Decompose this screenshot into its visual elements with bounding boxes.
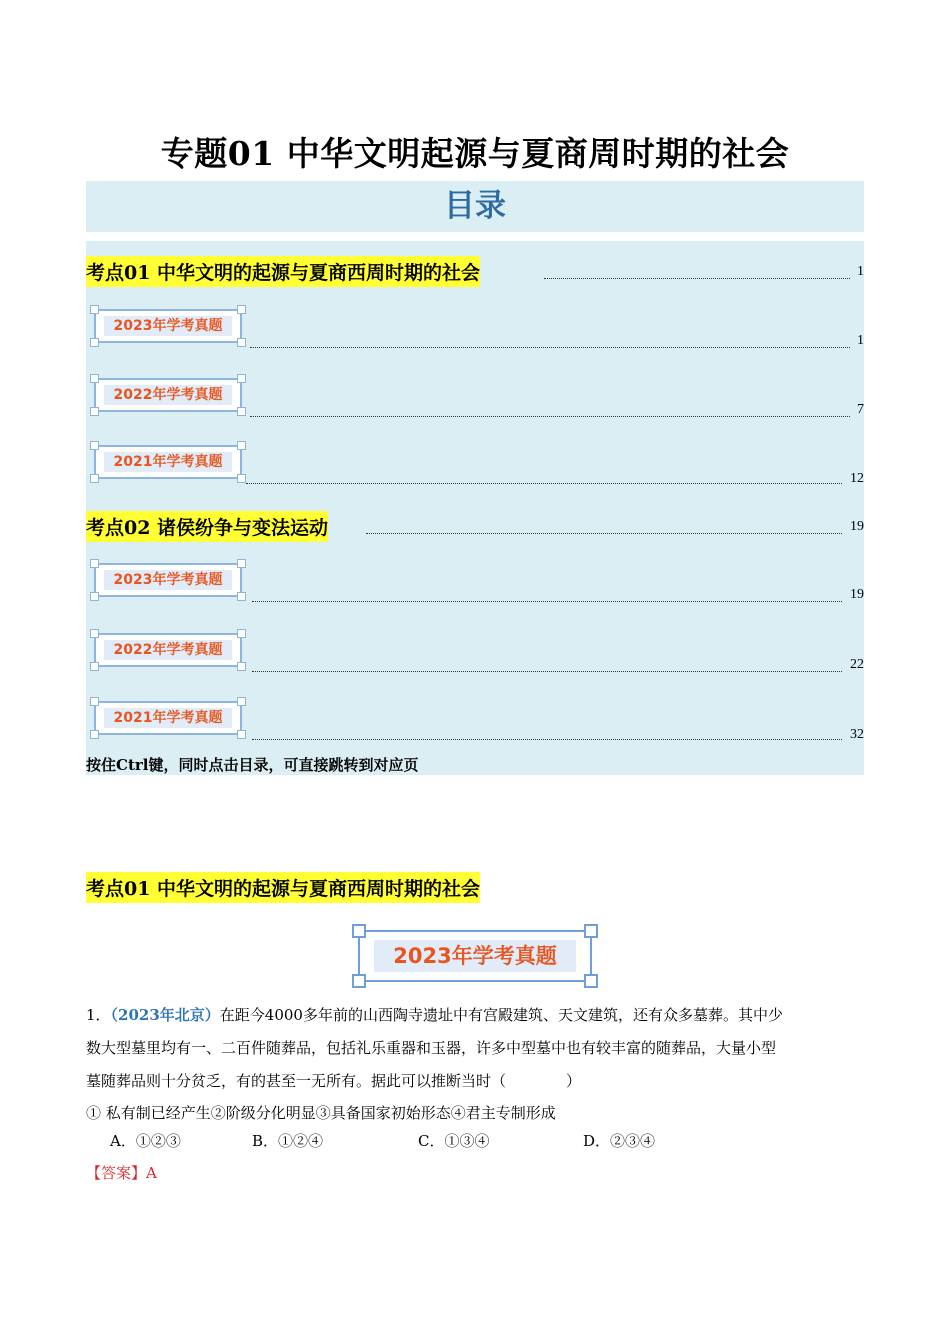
toc-leader-dots	[252, 739, 842, 740]
year-badge[interactable]	[94, 563, 242, 597]
toc-leader-dots	[252, 671, 842, 672]
year-badge-label: 2021年学考真题	[104, 452, 232, 472]
toc-entry-label[interactable]: 考点02 诸侯纷争与变法运动	[86, 511, 328, 542]
toc-leader-dots	[250, 347, 850, 348]
question-statements: ① 私有制已经产生②阶级分化明显③具备国家初始形态④君主专制形成	[86, 1104, 556, 1122]
toc-entry-2023[interactable]	[86, 305, 864, 350]
year-badge[interactable]	[94, 701, 242, 735]
toc-entry-topic-01[interactable]	[86, 256, 864, 282]
option-d[interactable]: D．②③④	[583, 1132, 656, 1150]
toc-leader-dots	[246, 483, 842, 484]
toc-entry-2022[interactable]	[86, 629, 864, 674]
year-badge-label: 2021年学考真题	[104, 708, 232, 728]
year-badge-label: 2023年学考真题	[104, 570, 232, 590]
toc-leader-dots	[250, 416, 850, 417]
year-badge-label: 2022年学考真题	[104, 640, 232, 660]
toc-page-number: 19	[850, 519, 864, 534]
year-badge[interactable]	[94, 378, 242, 412]
section-year-badge-label: 2023年学考真题	[374, 940, 576, 972]
section-year-badge	[358, 930, 592, 982]
toc-page-number: 7	[857, 402, 864, 417]
option-b[interactable]: B．①②④	[252, 1132, 324, 1150]
toc-entry-2021[interactable]	[86, 441, 864, 486]
option-a[interactable]: A．①②③	[110, 1132, 181, 1150]
question-line-1	[86, 1000, 866, 1030]
toc-entry-topic-02[interactable]	[86, 511, 864, 537]
toc-note: 按住Ctrl键，同时点击目录，可直接跳转到对应页	[86, 756, 419, 774]
year-badge[interactable]	[94, 445, 242, 479]
year-badge-label: 2022年学考真题	[104, 385, 232, 405]
question-stem-1: 在距今4000多年前的山西陶寺遗址中有宫殿建筑、天文建筑，还有众多墓葬。其中少	[219, 1006, 783, 1024]
toc-entry-2021[interactable]	[86, 697, 864, 742]
toc-leader-dots	[544, 278, 850, 279]
year-badge-label: 2023年学考真题	[104, 316, 232, 336]
answer: 【答案】A	[86, 1164, 157, 1182]
toc-entry-2022[interactable]	[86, 374, 864, 419]
option-c[interactable]: C．①③④	[418, 1132, 490, 1150]
toc-page-number: 19	[850, 587, 864, 602]
toc-leader-dots	[366, 533, 842, 534]
toc-entry-label[interactable]: 考点01 中华文明的起源与夏商西周时期的社会	[86, 256, 480, 287]
page-title: 专题01 中华文明起源与夏商周时期的社会	[160, 134, 790, 173]
question-source: （2023年北京）	[110, 1006, 220, 1024]
toc-leader-dots	[252, 601, 842, 602]
toc-page-number: 32	[850, 727, 864, 742]
toc-page-number: 1	[857, 333, 864, 348]
question-number: 1．	[86, 1006, 111, 1024]
year-badge[interactable]	[94, 309, 242, 343]
year-badge[interactable]	[94, 633, 242, 667]
toc-page-number: 22	[850, 657, 864, 672]
question-stem-3: 墓随葬品则十分贫乏，有的甚至一无所有。据此可以推断当时（ ）	[86, 1072, 582, 1090]
toc-page-number: 12	[850, 471, 864, 486]
toc-heading: 目录	[86, 181, 864, 232]
toc-page-number: 1	[857, 264, 864, 279]
question-stem-2: 数大型墓里均有一、二百件随葬品，包括礼乐重器和玉器，许多中型墓中也有较丰富的随葬品，大量小型	[86, 1039, 777, 1057]
toc-entry-2023[interactable]	[86, 559, 864, 604]
section-title: 考点01 中华文明的起源与夏商西周时期的社会	[86, 872, 480, 903]
